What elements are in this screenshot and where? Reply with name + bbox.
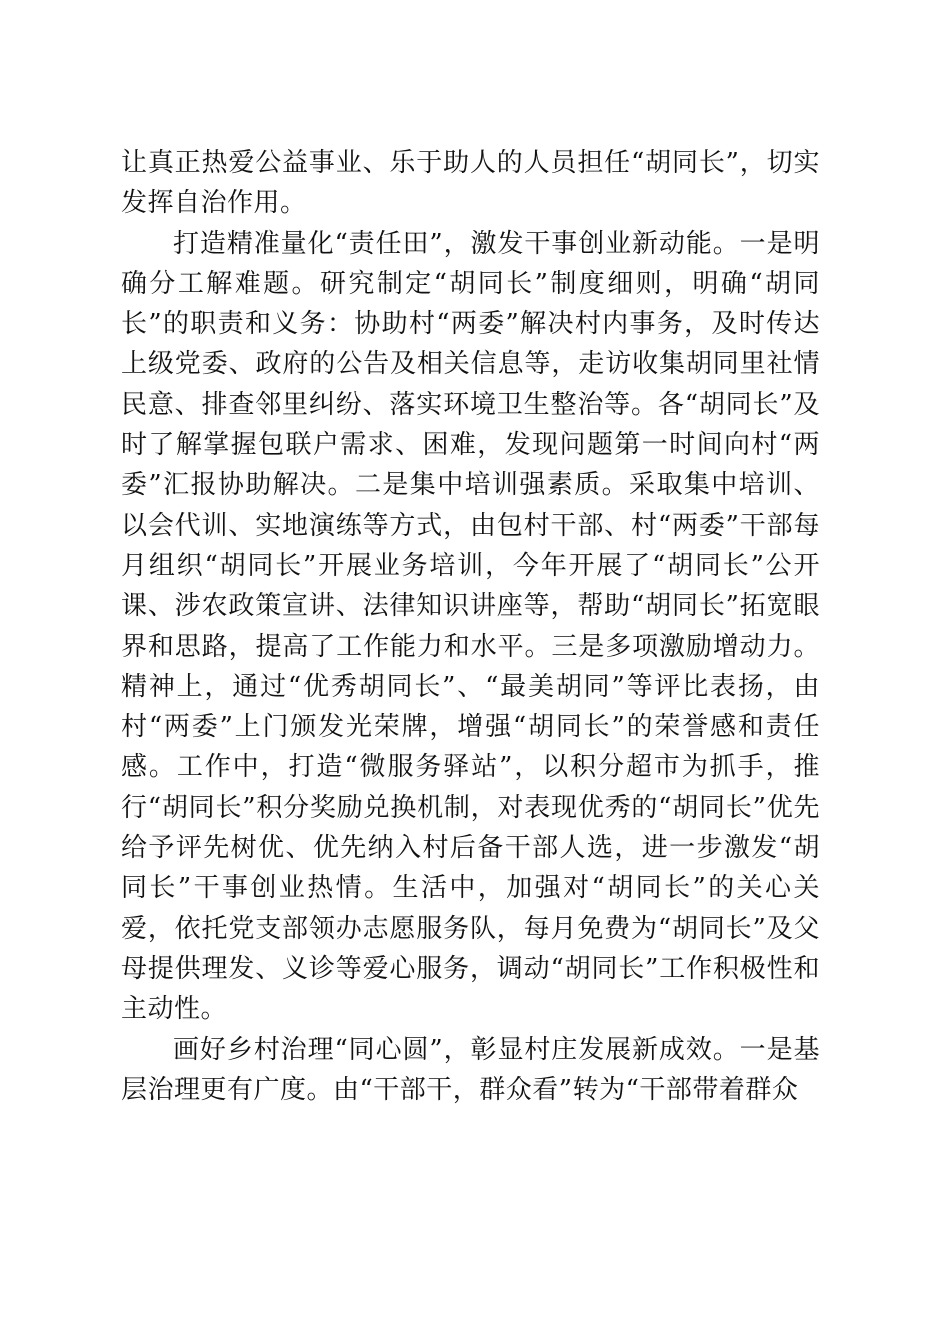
paragraph-responsibility-field: 打造精准量化“责任田”，激发干事创业新动能。一是明确分工解难题。研究制定“胡同长”制度细则，明确“胡同长”的职责和义务：协助村“两委”解决村内事务，及时传达上级党委、政府的公告及相关信息等，走访收集胡同里社情民意、排查邻里纠纷、落实环境卫生整治等。各“胡同长”及时了解掌握包联户需求、困难，发现问题第一时间向村“两委”汇报协助解决。二是集中培训强素质。采取集中培训、以会代训、实地演练等方式，由包村干部、村“两委”干部每月组织“胡同长”开展业务培训，今年开展了“胡同长”公开课、涉农政策宣讲、法律知识讲座等，帮助“胡同长”拓宽眼界和思路，提高了工作能力和水平。三是多项激励增动力。精神上，通过“优秀胡同长”、“最美胡同”等评比表扬，由村“两委”上门颁发光荣牌，增强“胡同长”的荣誉感和责任感。工作中，打造“微服务驿站”，以积分超市为抓手，推行“胡同长”积分奖励兑换机制，对表现优秀的“胡同长”优先给予评先树优、优先纳入村后备干部人选，进一步激发“胡同长”干事创业热情。生活中，加强对“胡同长”的关心关爱，依托党支部领办志愿服务队，每月免费为“胡同长”及父母提供理发、义诊等爱心服务，调动“胡同长”工作积极性和主动性。 <box>121 228 820 1025</box>
paragraph-concentric-circle: 画好乡村治理“同心圆”，彰显村庄发展新成效。一是基层治理更有广度。由“干部干，群众看”转为“干部带着群众 <box>121 1034 820 1105</box>
document-body <box>121 143 820 1110</box>
paragraph-continuation: 让真正热爱公益事业、乐于助人的人员担任“胡同长”，切实发挥自治作用。 <box>121 148 820 219</box>
